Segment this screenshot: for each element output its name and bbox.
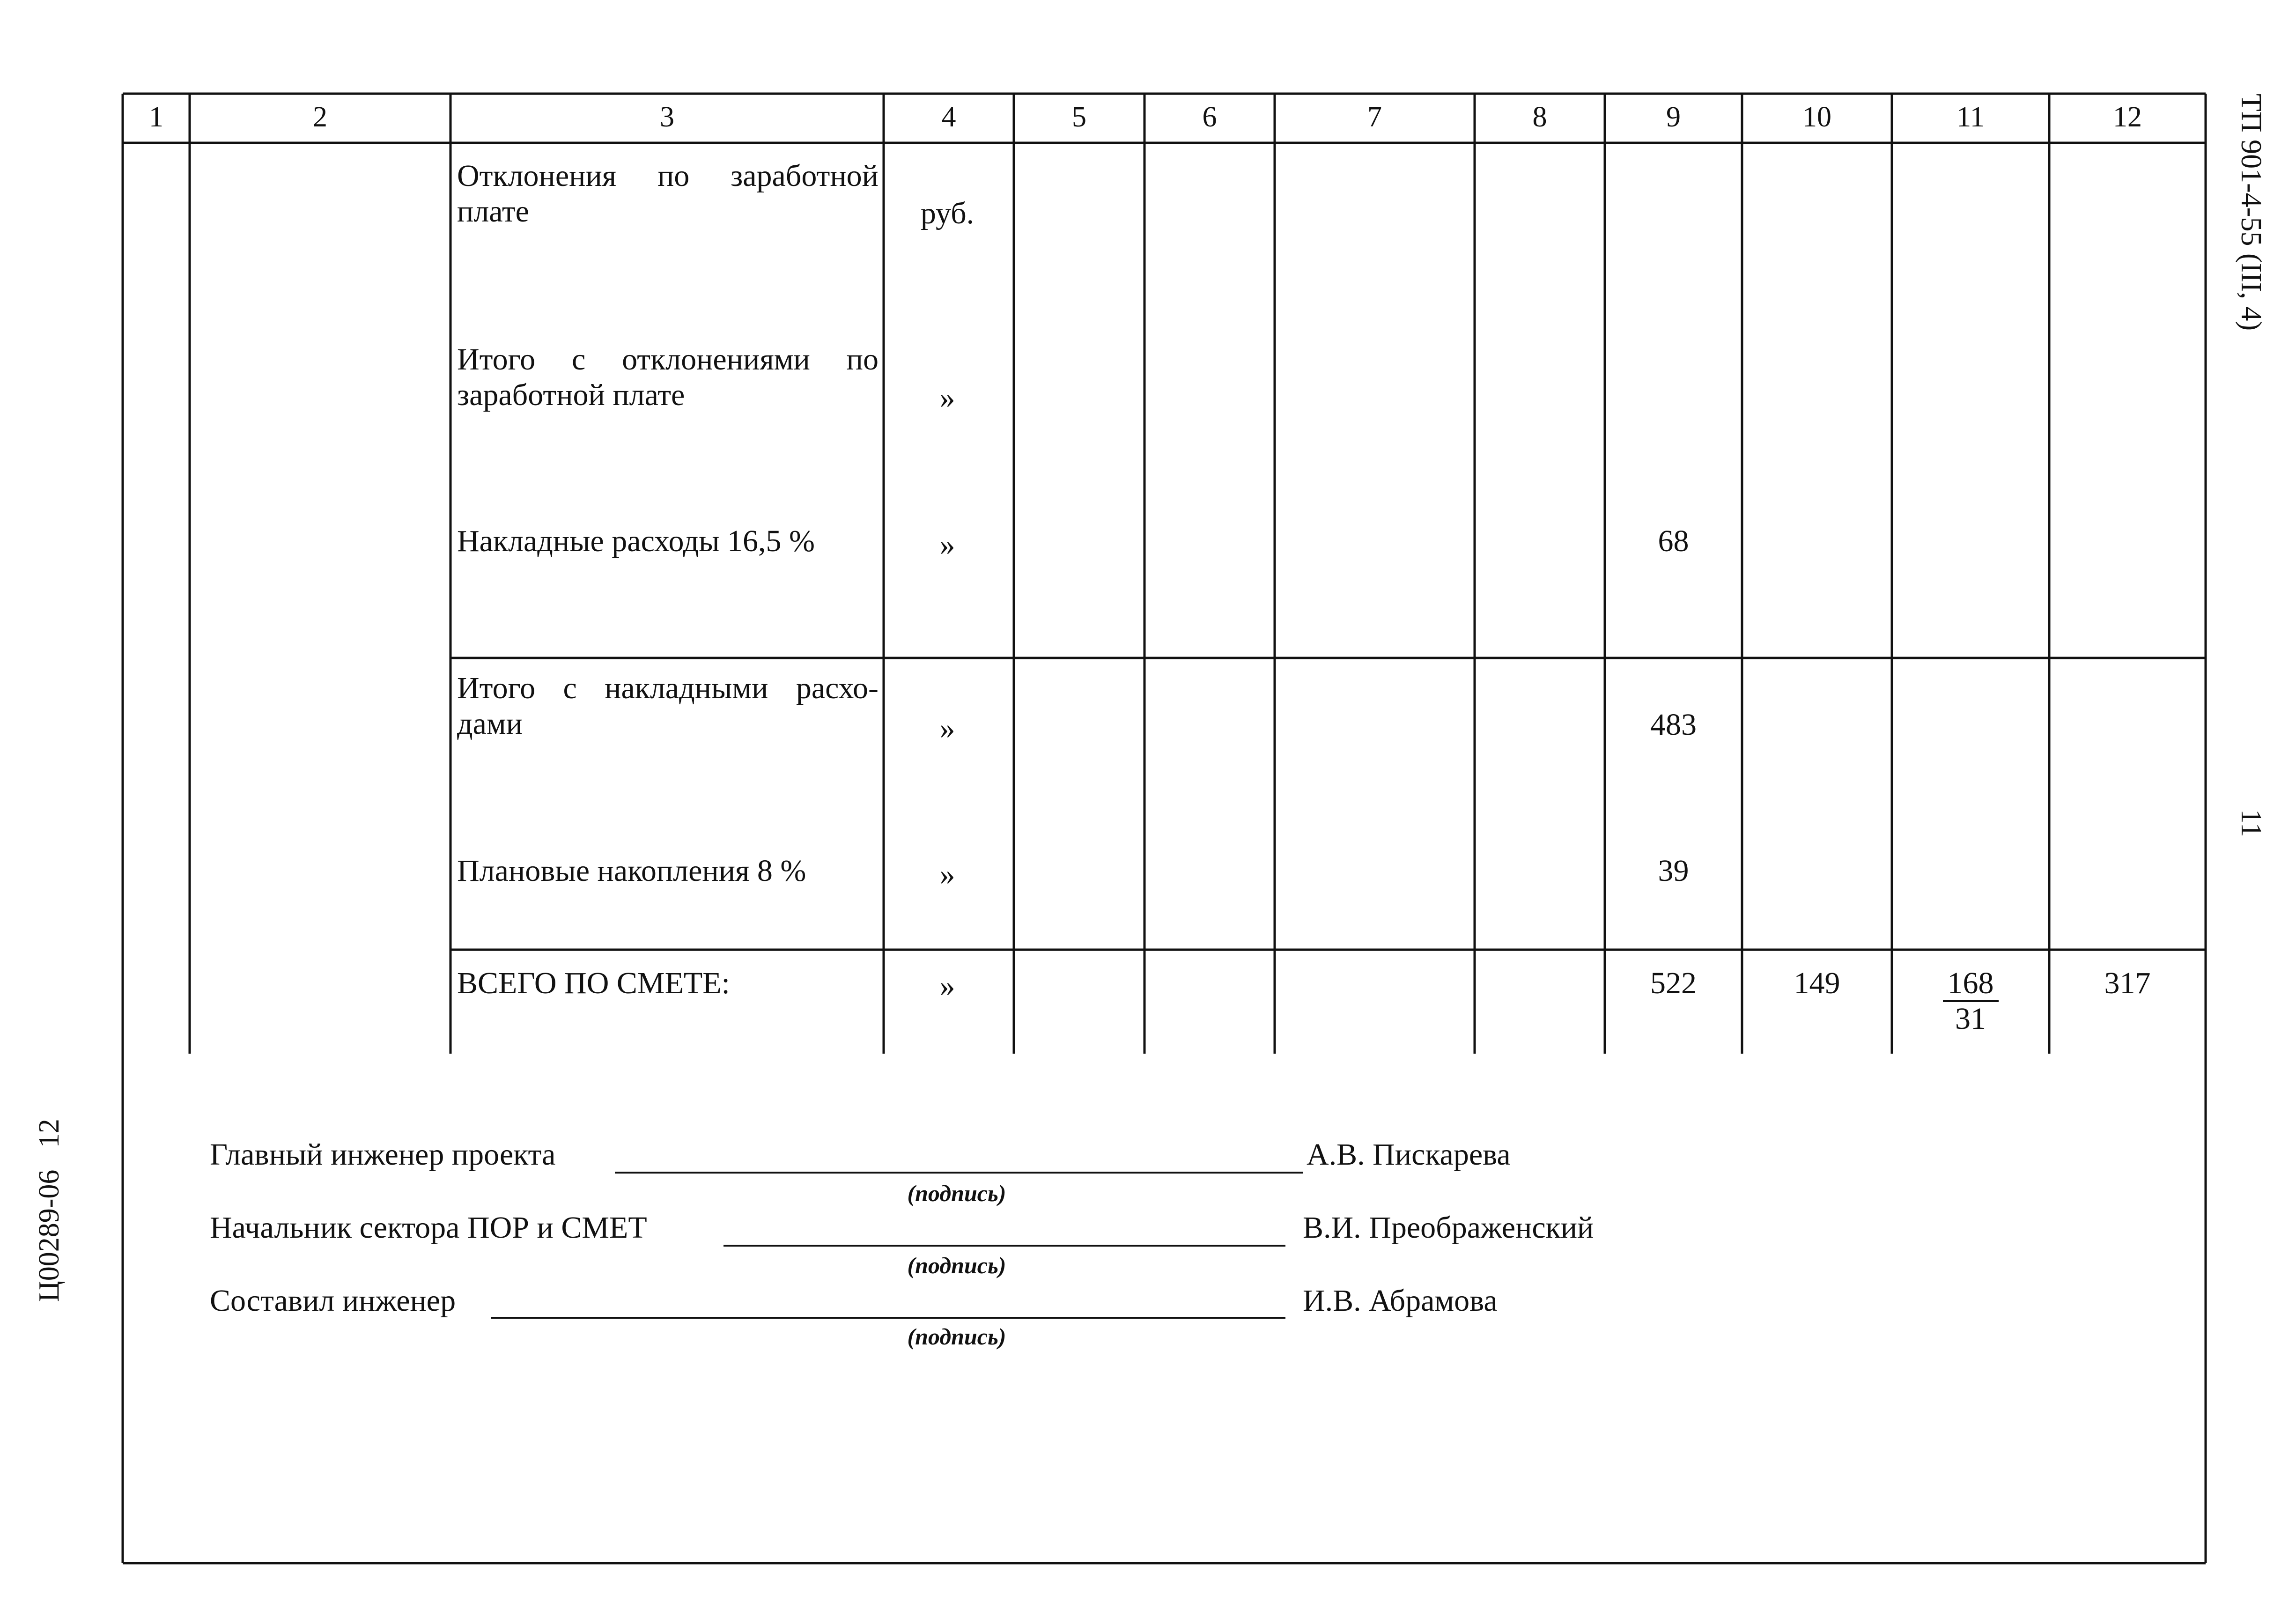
row-unit: » xyxy=(939,711,955,746)
signature-label: Начальник сектора ПОР и СМЕТ xyxy=(210,1211,647,1245)
fraction-numerator: 168 xyxy=(1943,967,1999,1002)
row-col9-value: 68 xyxy=(1658,524,1689,558)
row-description: ВСЕГО ПО СМЕТЕ: xyxy=(457,966,730,1000)
header-col-2: 2 xyxy=(313,101,327,133)
archive-code xyxy=(33,1119,66,1302)
page-number: 11 xyxy=(2235,809,2267,837)
row-unit: » xyxy=(939,381,955,415)
row-col10-value: 149 xyxy=(1794,966,1840,1000)
header-col-12: 12 xyxy=(2113,101,2142,133)
signature-line xyxy=(723,1245,1285,1247)
row-col12-value: 317 xyxy=(2104,966,2151,1000)
row-unit: » xyxy=(939,528,955,562)
signature-line xyxy=(491,1317,1285,1319)
row-description: Итого с накладными расхо-дами xyxy=(457,671,879,741)
signature-name: А.В. Пискарева xyxy=(1307,1137,1511,1172)
header-col-10: 10 xyxy=(1802,101,1831,133)
row-col9-value: 522 xyxy=(1650,966,1697,1000)
row-unit: » xyxy=(939,857,955,892)
header-col-9: 9 xyxy=(1666,101,1681,133)
signature-name: В.И. Преображенский xyxy=(1303,1211,1594,1245)
fraction-denominator: 31 xyxy=(1955,1002,1986,1036)
header-col-1: 1 xyxy=(149,101,163,133)
row-description: Отклонения по заработной плате xyxy=(457,159,879,229)
archive-code-text: Ц00289-06 xyxy=(33,1169,65,1302)
row-unit: » xyxy=(939,969,955,1003)
signature-line xyxy=(615,1172,1303,1174)
header-col-11: 11 xyxy=(1956,101,1985,133)
signature-name: И.В. Абрамова xyxy=(1303,1284,1498,1318)
row-unit: руб. xyxy=(920,196,975,230)
archive-page-number: 12 xyxy=(33,1119,65,1148)
header-col-8: 8 xyxy=(1532,101,1547,133)
row-col11-fraction xyxy=(1892,966,2049,1036)
row-col9-value: 483 xyxy=(1650,708,1697,742)
row-col9-value: 39 xyxy=(1658,854,1689,888)
header-col-5: 5 xyxy=(1072,101,1086,133)
header-col-7: 7 xyxy=(1367,101,1382,133)
doc-code: ТП 901-4-55 (III, 4) xyxy=(2235,94,2267,331)
row-description: Итого с отклонениями по заработной плате xyxy=(457,342,879,412)
signature-label: Составил инженер xyxy=(210,1284,456,1318)
row-description: Накладные расходы 16,5 % xyxy=(457,524,815,558)
signature-note: (подпись) xyxy=(907,1252,1006,1278)
row-description: Плановые накопления 8 % xyxy=(457,854,806,888)
signature-label: Главный инженер проекта xyxy=(210,1137,556,1172)
signature-note: (подпись) xyxy=(907,1323,1006,1350)
header-col-3: 3 xyxy=(660,101,674,133)
header-col-6: 6 xyxy=(1202,101,1217,133)
header-col-4: 4 xyxy=(941,101,956,133)
signature-note: (подпись) xyxy=(907,1180,1006,1206)
